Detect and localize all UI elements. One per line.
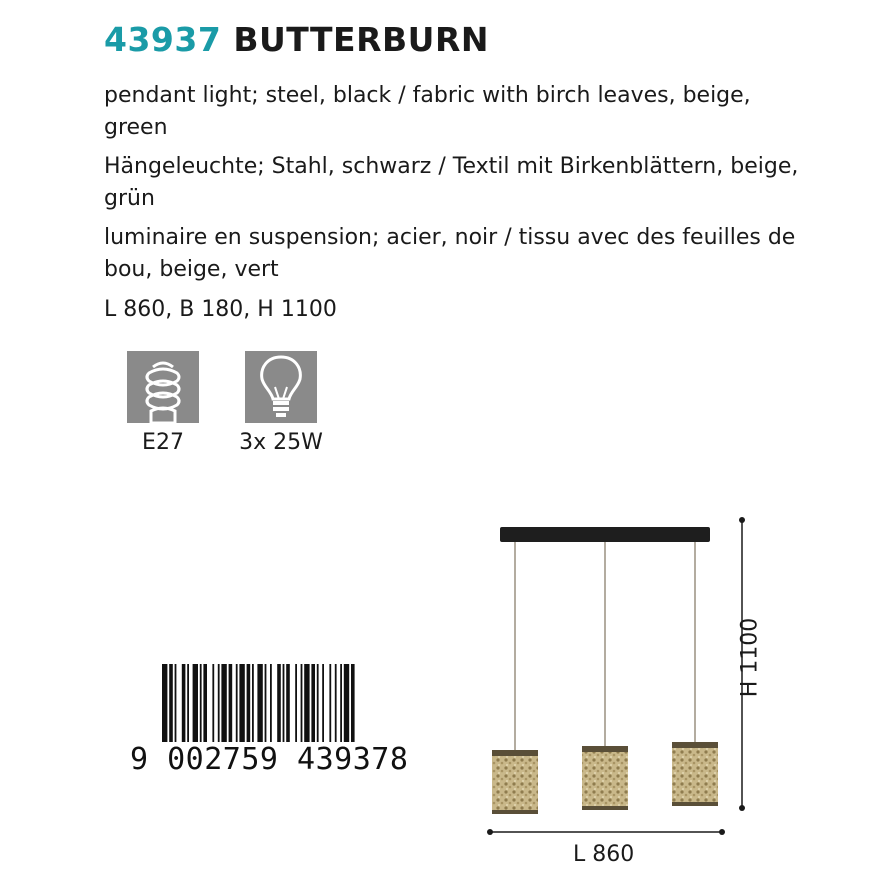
length-label: L 860 [573, 842, 635, 867]
product-number: 43937 [104, 20, 222, 59]
description-french: luminaire en suspension; acier, noir / tissu avec des feuilles de bou, beige, vert [104, 225, 796, 282]
product-name: BUTTERBURN [233, 20, 489, 59]
lamp-shade-right [672, 742, 718, 806]
lamp-shade-middle [582, 746, 628, 810]
lamp-shade-left [492, 750, 538, 814]
barcode [130, 664, 402, 746]
product-title [104, 20, 489, 59]
product-drawing [480, 510, 750, 840]
wattage-label: 3x 25W [239, 430, 323, 455]
description-english: pendant light; steel, black / fabric with birch leaves, beige, green [104, 83, 751, 140]
description-german: Hängeleuchte; Stahl, schwarz / Textil mit Birkenblättern, beige, grün [104, 154, 799, 211]
height-dimension [737, 610, 780, 710]
dimensions-text: L 860, B 180, H 1100 [104, 297, 337, 322]
light-bulb-icon [245, 351, 317, 423]
length-dimension-line [487, 829, 725, 835]
height-label: H 1100 [737, 617, 763, 698]
socket-label: E27 [142, 430, 184, 455]
e27-socket-icon [127, 351, 199, 423]
ceiling-canopy [500, 527, 710, 542]
barcode-digits: 9 002759 439378 [130, 742, 409, 777]
